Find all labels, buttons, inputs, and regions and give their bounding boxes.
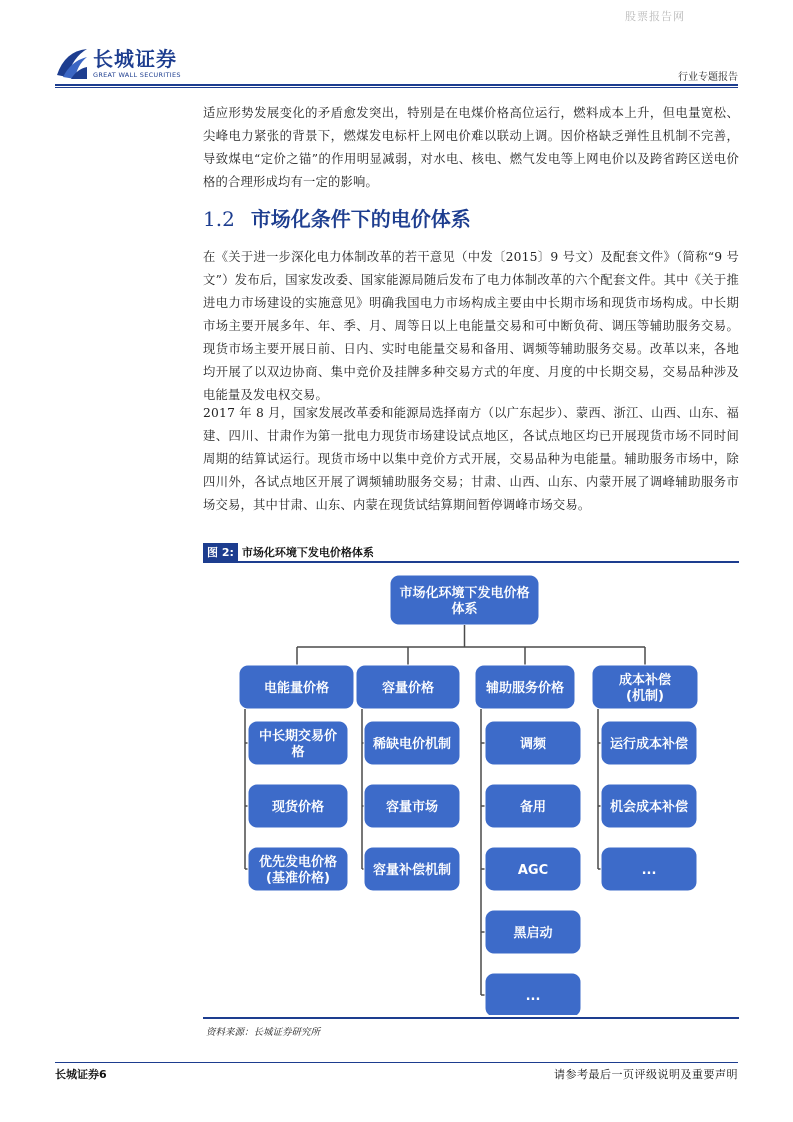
category-node-3-label: 成本补偿 <box>618 673 672 688</box>
category-node-0-label: 电能量价格 <box>263 681 330 696</box>
child-node-2-0 <box>485 721 581 765</box>
child-node-3-1-label: 机会成本补偿 <box>609 800 689 815</box>
footer-divider <box>55 1062 738 1063</box>
child-node-0-2 <box>248 847 348 891</box>
child-node-1-0 <box>364 721 460 765</box>
child-node-0-0-label: 格 <box>291 745 305 760</box>
child-node-2-2-label: AGC <box>517 863 549 878</box>
child-node-2-4 <box>485 973 581 1015</box>
child-node-2-4-label: ... <box>525 989 541 1004</box>
footer-disclaimer: 请参考最后一页评级说明及重要声明 <box>554 1068 738 1081</box>
child-node-0-0-label: 中长期交易价 <box>258 729 338 744</box>
figure-label: 图 2: <box>203 543 238 561</box>
child-node-1-1-label: 容量市场 <box>385 800 439 815</box>
child-node-2-2 <box>485 847 581 891</box>
section-number: 1.2 <box>203 207 235 231</box>
logo-mark-icon <box>55 47 89 81</box>
child-node-2-3 <box>485 910 581 954</box>
root-node <box>390 575 539 625</box>
body-paragraph-3: 2017 年 8 月，国家发展改革委和能源局选择南方（以广东起步）、蒙西、浙江、山西、山东、福建、四川、甘肃作为第一批电力现货市场建设试点地区，各试点地区均已开展现货市场不同时间周期的结算试运行。现货市场中以集中竞价方式开展，交易品种为电能量。辅助服务市场中，除四川外，各试点地区开展了调频辅助服务交易；甘肃、山西、山东、内蒙开展了调峰辅助服务市场交易，其中甘肃、山东、内蒙在现货试结算期间暂停调峰市场交易。 <box>203 406 739 512</box>
child-node-0-2-label: 优先发电价格 <box>258 855 338 870</box>
watermark: 股票报告网 <box>625 10 685 23</box>
section-heading <box>203 203 471 232</box>
footer-page-label: 长城证券6 <box>55 1068 107 1081</box>
child-node-0-2-label: (基准价格) <box>266 871 330 886</box>
figure-source: 资料来源：长城证券研究所 <box>206 1027 321 1038</box>
figure-bottom-rule <box>203 1017 739 1019</box>
child-node-1-2 <box>364 847 460 891</box>
child-node-1-1 <box>364 784 460 828</box>
child-node-0-0 <box>248 721 348 765</box>
child-node-0-1-label: 现货价格 <box>271 800 325 815</box>
category-node-1 <box>356 665 460 709</box>
category-node-0 <box>239 665 354 709</box>
figure-caption <box>203 543 739 560</box>
child-node-2-3-label: 黑启动 <box>513 926 553 941</box>
logo-subtext: GREAT WALL SECURITIES <box>93 71 181 79</box>
child-node-3-2 <box>601 847 697 891</box>
category-node-3-label: (机制) <box>626 689 664 704</box>
child-node-2-0-label: 调频 <box>519 737 547 752</box>
company-logo <box>55 47 190 81</box>
child-node-3-2-label: ... <box>641 863 657 878</box>
child-node-3-0-label: 运行成本补偿 <box>609 737 689 752</box>
document-type: 行业专题报告 <box>678 72 738 83</box>
child-node-2-1-label: 备用 <box>519 800 547 815</box>
logo-text: 长城证券 <box>93 47 177 71</box>
category-node-1-label: 容量价格 <box>381 681 435 696</box>
category-node-3 <box>592 665 698 709</box>
category-node-2 <box>475 665 575 709</box>
category-node-2-label: 辅助服务价格 <box>485 681 565 696</box>
price-system-diagram <box>203 565 739 1015</box>
child-node-1-2-label: 容量补偿机制 <box>372 863 452 878</box>
body-paragraph-2: 在《关于进一步深化电力体制改革的若干意见（中发〔2015〕9 号文）及配套文件》（简称“9 号文”）发布后，国家发改委、国家能源局随后发布了电力体制改革的六个配套文件。其中《关于推进电力市场建设的实施意见》明确我国电力市场构成主要由中长期市场和现货市场构成。中长期市场主要开展多年、年、季、月、周等日以上电能量交易和可中断负荷、调压等辅助服务交易。现货市场主要开展日前、日内、实时电能量交易和备用、调频等辅助服务交易。改革以来，各地均开展了以双边协商、集中竞价及挂牌多种交易方式的年度、月度的中长期交易，交易品种涉及电能量及发电权交易。 <box>203 250 739 402</box>
root-node-label: 体系 <box>451 602 478 617</box>
root-node-label: 市场化环境下发电价格 <box>399 586 530 601</box>
child-node-2-1 <box>485 784 581 828</box>
figure-title: 市场化环境下发电价格体系 <box>241 546 374 559</box>
child-node-0-1 <box>248 784 348 828</box>
child-node-3-1 <box>601 784 697 828</box>
section-title: 市场化条件下的电价体系 <box>250 207 471 231</box>
figure-top-rule <box>203 561 739 563</box>
child-node-3-0 <box>601 721 697 765</box>
header-divider <box>55 84 738 86</box>
child-node-1-0-label: 稀缺电价机制 <box>372 737 452 752</box>
header-divider-thin <box>55 87 738 88</box>
body-paragraph-1: 适应形势发展变化的矛盾愈发突出，特别是在电煤价格高位运行，燃料成本上升，但电量宽松、尖峰电力紧张的背景下，燃煤发电标杆上网电价难以联动上调。因价格缺乏弹性且机制不完善，导致煤电“定价之锚”的作用明显减弱，对水电、核电、燃气发电等上网电价以及跨省跨区送电价格的合理形成均有一定的影响。 <box>203 106 739 189</box>
